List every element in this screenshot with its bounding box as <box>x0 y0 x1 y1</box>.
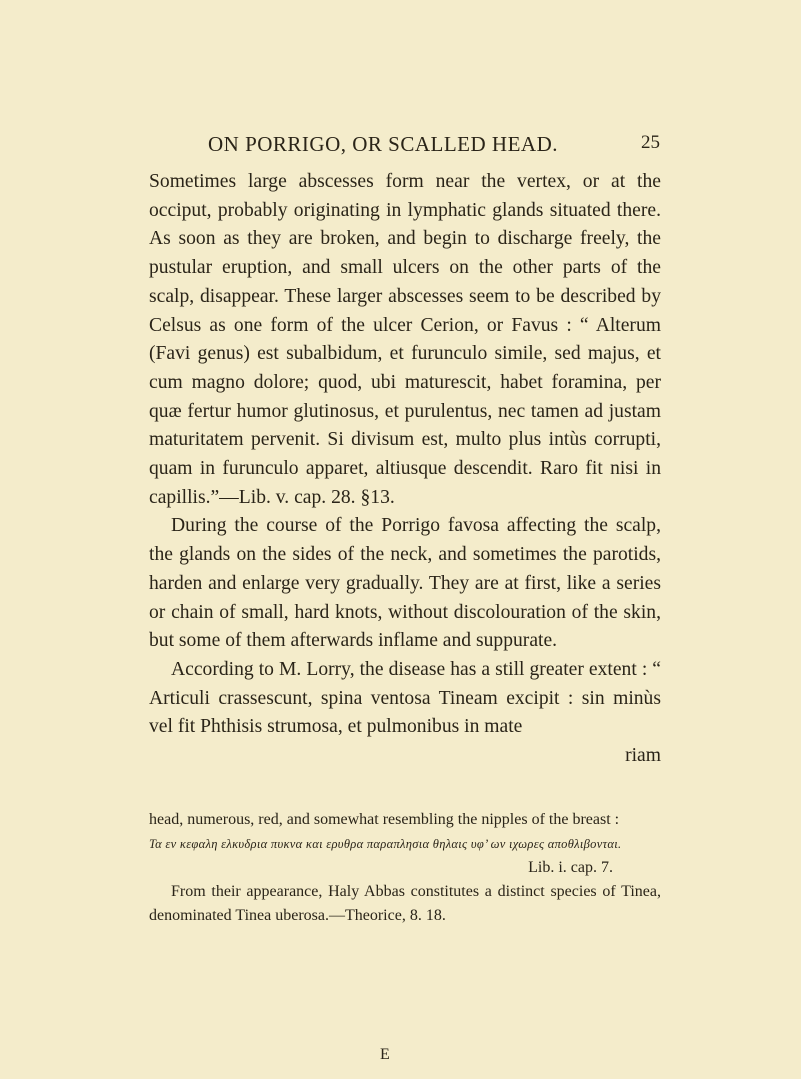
footnote-greek-quote <box>149 832 661 856</box>
paragraph-abscesses: Sometimes large abscesses form near the vertex, or at the occiput, probably originating in lymphatic glands situated there. As soon as they are broken, and begin to discharge freely, the pustular eruption, and small ulcers on the other parts of the scalp, disappear. These larger abscesses seem to be described by Celsus as one form of the ulcer Cerion, or Favus : “ Alterum (Favi genus) est subalbidum, et furunculo simile, sed majus, et cum magno dolore; quod, ubi maturescit, habet foramina, per quæ fertur humor glutinosus, et purulentus, nec tamen ad justam maturitatem pervenit. Si divisum est, multo plus intùs corrupti, quam in furunculo apparet, altiusque descendit. Raro fit nisi in capillis.”—Lib. v. cap. 28. §13. <box>149 171 661 508</box>
footnote-block <box>149 808 661 928</box>
signature-mark: E <box>380 1046 390 1063</box>
footnote-line: head, numerous, red, and somewhat resembling the nipples of the breast : <box>149 811 620 828</box>
paragraph-glands: During the course of the Porrigo favosa affecting the scalp, the glands on the sides of the neck, and sometimes the parotids, harden and enlarge very gradually. They are at first, like a series or chain of small, hard knots, without discolouration of the skin, but some of them afterwards inflame and suppurate. <box>149 515 661 652</box>
footnote-reference: Lib. i. cap. 7. <box>528 859 613 876</box>
page-number: 25 <box>641 132 660 153</box>
catchword: riam <box>625 745 661 767</box>
greek-text: Τα εν κεφαλη ελκυδρια πυκνα και ερυθρα παραπλησια θηλαις υφ’ ων ιχωρες αποθλιβονται. <box>149 837 622 851</box>
footnote-haly-abbas: From their appearance, Haly Abbas constitutes a distinct species of Tinea, denominated Tinea uberosa.—Theorice, 8. 18. <box>149 883 661 924</box>
running-head <box>148 132 660 162</box>
paragraph-lorry: According to M. Lorry, the disease has a still greater extent : “ Articuli crassescunt, spina ventosa Tineam excipit : sin minùs vel fit Phthisis strumosa, et pulmonibus in mate <box>149 658 661 738</box>
page-title: ON PORRIGO, OR SCALLED HEAD. <box>207 132 558 156</box>
main-text <box>149 168 661 771</box>
